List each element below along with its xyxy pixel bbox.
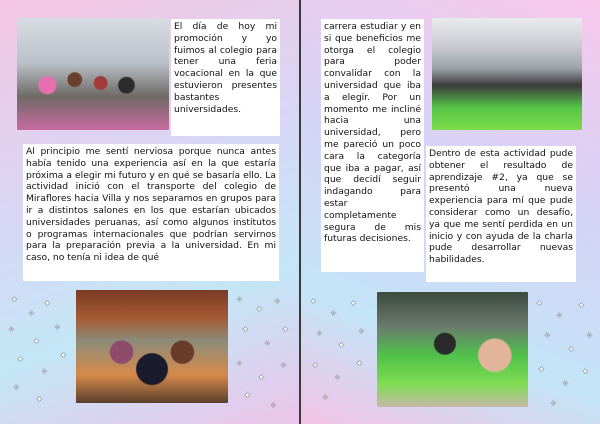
star-icon: ✧ — [54, 323, 61, 332]
left-intro-text: El día de hoy mi promoción y yo fuimos al colegio para tener una feria vocacional en la que estuvieron presentes bastantes universidades. — [171, 19, 280, 136]
star-icon: ✦ — [578, 301, 585, 310]
star-icon: ✧ — [550, 399, 557, 408]
star-icon: ✧ — [334, 373, 341, 382]
star-icon: ✧ — [236, 359, 243, 368]
star-icon: ✧ — [556, 311, 563, 320]
star-icon: ✧ — [270, 401, 277, 410]
star-icon: ✧ — [330, 309, 337, 318]
star-icon: ✧ — [358, 327, 365, 336]
right-page — [300, 0, 600, 424]
star-icon: ✧ — [264, 339, 271, 348]
star-icon: ✦ — [60, 351, 67, 360]
photo-group-with-bags — [17, 18, 169, 130]
star-icon: ✦ — [568, 345, 575, 354]
star-icon: ✦ — [33, 337, 40, 346]
right-top-text: carrera estudiar y en si que beneficios me otorga el colegio para poder convalidar con la universidad que iba a elegir. Por un momento me incliné hacia una universidad, pero me pareció un poco cara la categoría que iba a pagar, así que decidí seguir indagando para estar completamente segura de mis futuras decisiones. — [321, 19, 424, 272]
star-icon: ✦ — [36, 395, 43, 404]
star-icon: ✧ — [280, 361, 287, 370]
star-icon: ✦ — [17, 355, 24, 364]
star-icon: ✧ — [562, 379, 569, 388]
star-icon: ✦ — [242, 325, 249, 334]
star-icon: ✦ — [282, 325, 289, 334]
star-icon: ✦ — [312, 361, 319, 370]
star-icon: ✦ — [256, 305, 263, 314]
star-icon: ✦ — [244, 391, 251, 400]
star-icon: ✦ — [350, 299, 357, 308]
book-spine — [299, 0, 301, 424]
star-icon: ✧ — [28, 309, 35, 318]
star-icon: ✧ — [586, 331, 593, 340]
star-icon: ✦ — [538, 365, 545, 374]
star-icon: ✦ — [536, 299, 543, 308]
star-icon: ✦ — [310, 297, 317, 306]
star-icon: ✦ — [44, 299, 51, 308]
star-icon: ✧ — [274, 297, 281, 306]
star-icon: ✦ — [338, 341, 345, 350]
photo-auditorium — [432, 18, 582, 130]
left-body-text: Al principio me sentí nerviosa porque nunca antes había tenido una experiencia así en la que estaría próxima a elegir mi futuro y en qué se basaría ello. La actividad inició con el transporte del colegio de Miraflores hacia Villa y nos separamos en grupos para ir a distintos salones en los que estarían ubicados universidades peruanas, así como algunos institutos o programas internacionales que podrían servirnos para la preparación previa a la universidad. En mi caso, no tenía ni idea de qué — [23, 144, 279, 281]
right-learning-text: Dentro de esta actividad pude obtener el resultado de aprendizaje #2, ya que se presentó una nueva experiencia para mí que pude considerar como un desafío, ya que me sentí perdida en un inicio y con ayuda de la charla pude desarrollar nuevas habilidades. — [426, 146, 576, 282]
star-icon: ✦ — [356, 359, 363, 368]
star-icon: ✦ — [11, 295, 18, 304]
star-icon: ✧ — [41, 367, 48, 376]
star-icon: ✧ — [13, 383, 20, 392]
star-icon: ✧ — [8, 325, 15, 334]
photo-selfie-group — [377, 292, 528, 407]
star-icon: ✧ — [316, 329, 323, 338]
photo-group-outdoor — [76, 290, 228, 403]
star-icon: ✧ — [322, 393, 329, 402]
star-icon: ✦ — [258, 373, 265, 382]
star-icon: ✧ — [236, 295, 243, 304]
star-icon: ✦ — [582, 367, 589, 376]
star-icon: ✧ — [544, 331, 551, 340]
